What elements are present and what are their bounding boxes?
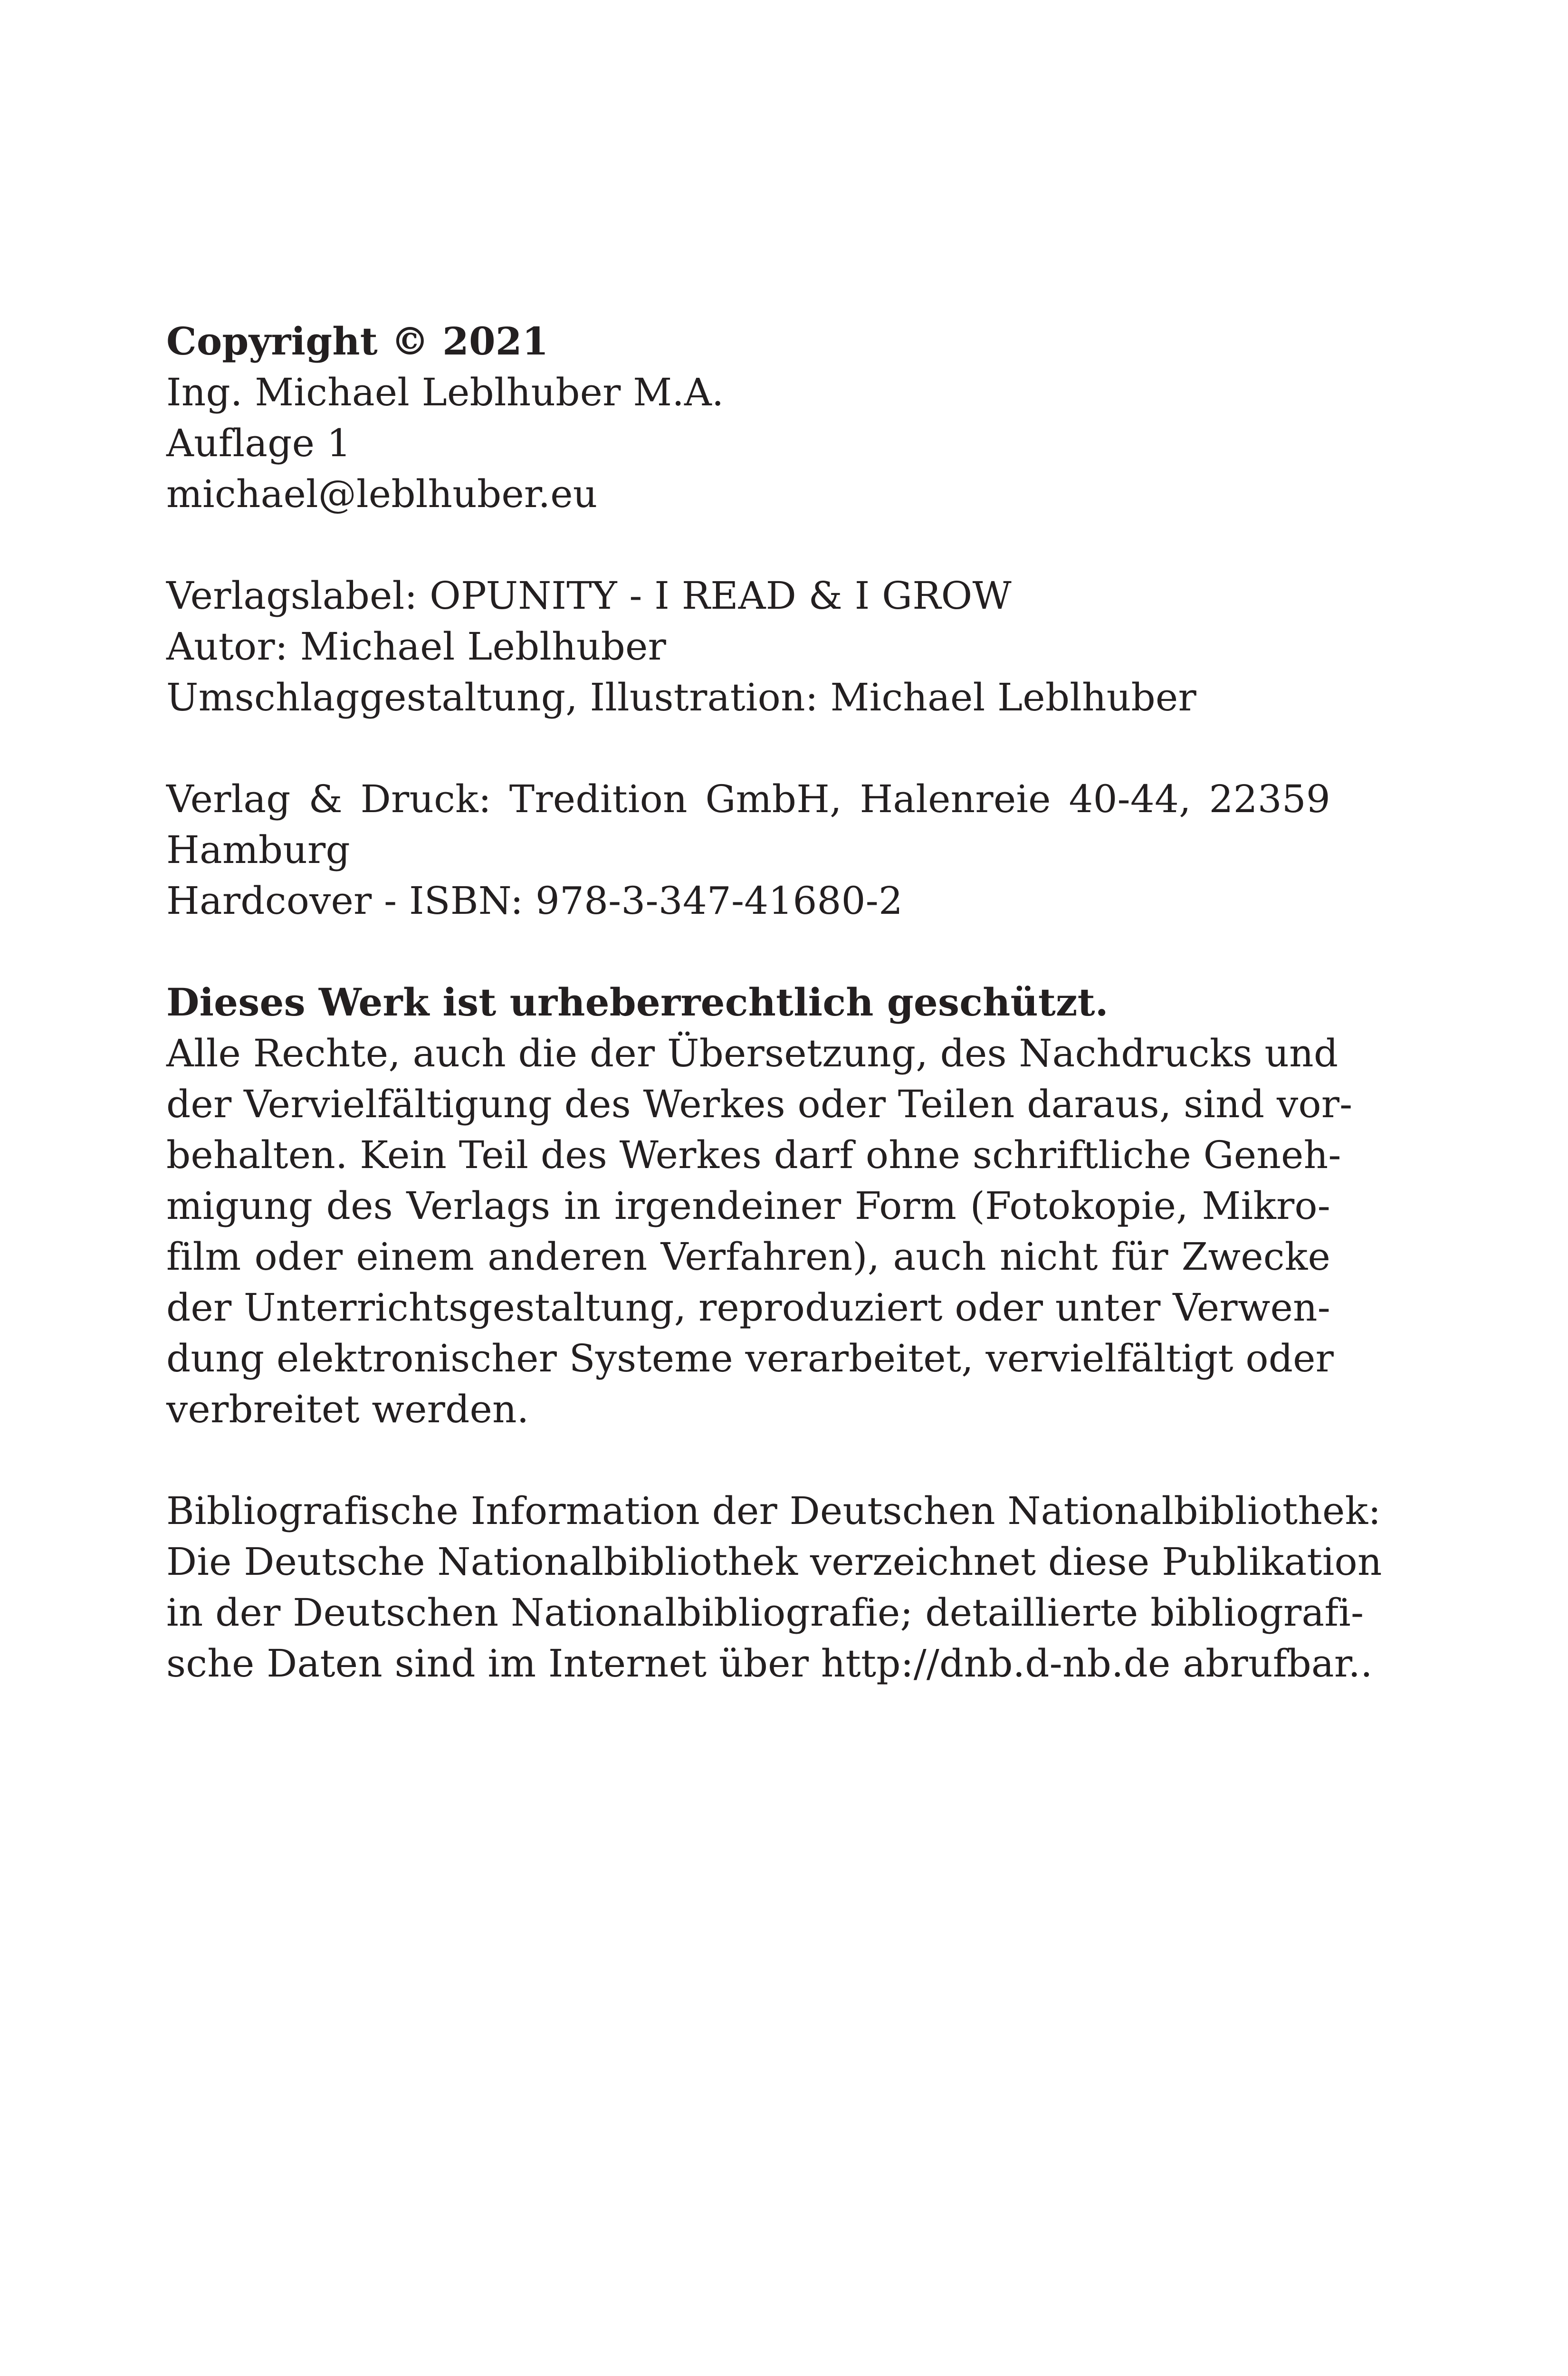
biblio-line: Bibliografische Information der Deutschen Nationalbibliothek: bbox=[166, 1489, 1381, 1533]
contact-email: michael@leblhuber.eu bbox=[166, 472, 598, 516]
label-block bbox=[166, 570, 1330, 723]
rights-heading: Dieses Werk ist urheberrechtlich geschützt. bbox=[166, 980, 1109, 1025]
edition: Auflage 1 bbox=[166, 421, 351, 465]
biblio-line: Die Deutsche Nationalbibliothek verzeichnet diese Publikation bbox=[166, 1540, 1382, 1584]
rights-line: verbreitet werden. bbox=[166, 1387, 529, 1431]
author-line: Autor: Michael Leblhuber bbox=[166, 624, 667, 669]
publisher-address-line-2: Hamburg bbox=[166, 828, 350, 872]
rights-line: behalten. Kein Teil des Werkes darf ohne schriftliche Geneh- bbox=[166, 1133, 1341, 1177]
publisher-block bbox=[166, 774, 1330, 926]
rights-line: der Unterrichtsgestaltung, reproduziert oder unter Verwen- bbox=[166, 1285, 1330, 1330]
rights-line: migung des Verlags in irgendeiner Form (Fotokopie, Mikro- bbox=[166, 1184, 1330, 1228]
publisher-address-line-1: Verlag & Druck: Tredition GmbH, Halenreie 40-44, 22359 bbox=[166, 777, 1330, 821]
imprint-page bbox=[166, 316, 1382, 1740]
biblio-line: sche Daten sind im Internet über http://dnb.d-nb.de abrufbar.. bbox=[166, 1641, 1373, 1686]
publisher-label: Verlagslabel: OPUNITY - I READ & I GROW bbox=[166, 574, 1012, 618]
rights-block bbox=[166, 977, 1353, 1435]
rights-line: Alle Rechte, auch die der Übersetzung, des Nachdrucks und bbox=[166, 1031, 1339, 1075]
rights-line: dung elektronischer Systeme verarbeitet, vervielfältigt oder bbox=[166, 1336, 1334, 1380]
copyright-block bbox=[166, 316, 1330, 519]
biblio-line: in der Deutschen Nationalbibliografie; detaillierte bibliografi- bbox=[166, 1590, 1364, 1635]
cover-design-line: Umschlaggestaltung, Illustration: Michael Leblhuber bbox=[166, 675, 1196, 719]
rights-line: film oder einem anderen Verfahren), auch nicht für Zwecke bbox=[166, 1235, 1330, 1279]
bibliographic-block bbox=[166, 1485, 1382, 1689]
rights-line: der Vervielfältigung des Werkes oder Teilen daraus, sind vor- bbox=[166, 1082, 1353, 1126]
copyright-heading: Copyright © 2021 bbox=[166, 319, 549, 364]
isbn-line: Hardcover - ISBN: 978-3-347-41680-2 bbox=[166, 879, 903, 923]
author-name: Ing. Michael Leblhuber M.A. bbox=[166, 370, 724, 414]
